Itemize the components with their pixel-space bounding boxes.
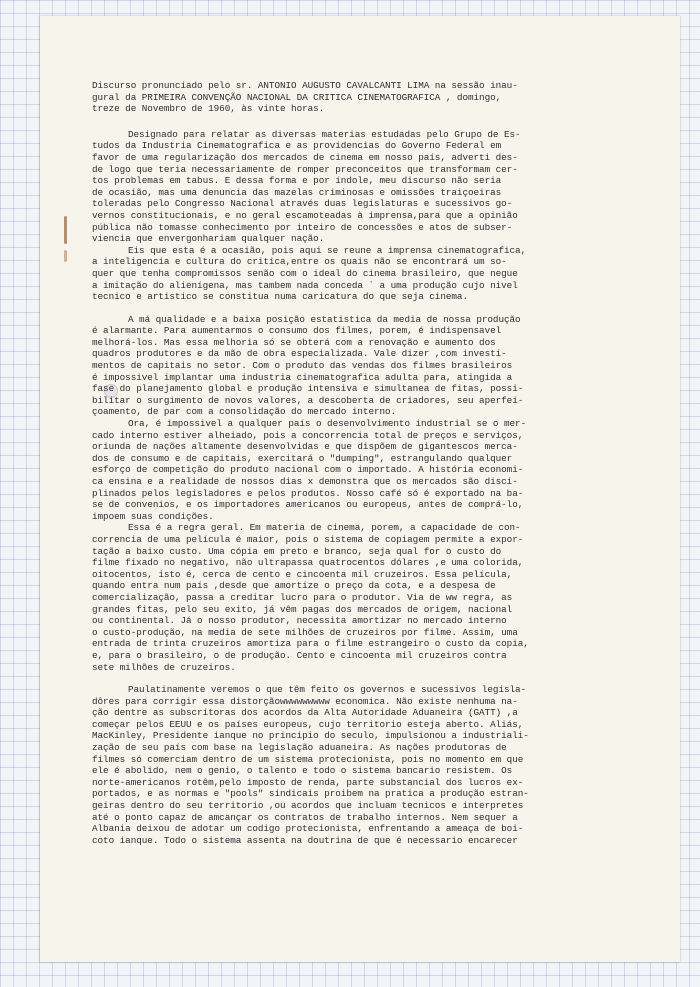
text-line: se de convenios, e os importadores americanos ou europeus, antes de comprá-lo, <box>92 499 524 511</box>
text-line: entrada de trinta cruzeiros amortiza para o filme estrangeiro o custo da copia, <box>92 638 529 650</box>
text-line: a imitação do alienígena, mas tambem nada conceda ` a uma produção cujo nivel <box>92 279 518 291</box>
text-line: MacKinley, Presidente ianque no principio do seculo, impulsionou a industriali- <box>92 730 529 742</box>
text-line: geiras dentro do seu territorio ,ou acordos que incluam tecnicos e interpretes <box>92 800 524 812</box>
text-line: pública não tomasse conhecimento por inteiro de concessões e atos de subser- <box>92 221 513 233</box>
text-line: a inteligencia e cultura do critica,entre os quais não se encontrará um so- <box>92 256 507 268</box>
rust-stain-lower <box>64 250 67 262</box>
text-line: sete milhões de cruzeiros. <box>92 661 236 673</box>
text-line: oriunda de nações altamente desenvolvidas e que dispõem de gigantescos merca- <box>92 441 518 453</box>
text-line: bilitar o surgimento de novos valores, a descoberta de criadores, seu aperfei- <box>92 394 524 406</box>
text-line: ção dentre as subscritoras dos acordos da Alta Autoridade Aduaneira (GATT) ,a <box>92 707 518 719</box>
document-text <box>92 80 612 846</box>
text-line: ou continental. Já o nosso produtor, necessita amortizar no mercado interno <box>92 615 507 627</box>
rust-stain <box>64 216 67 244</box>
text-line: de ocasião, mas uma denuncia das mazelas criminosas e omissões traiçoeiras <box>92 186 502 198</box>
paragraph-2 <box>92 245 612 303</box>
text-line: cado interno estiver alheiado, pois a concorrencia total de preços e serviços, <box>92 429 524 441</box>
paragraph-3 <box>92 314 612 418</box>
text-line: fase do planejamento global e produção intensiva e simultanea de fitas, possi- <box>92 383 524 395</box>
text-line: coto ianque. Todo o sistema assenta na doutrina de que é necessario encarecer <box>92 834 518 846</box>
text-line: impoem suas condições. <box>92 510 214 522</box>
paragraph-6 <box>92 684 612 846</box>
heading-line: treze de Novembro de 1960, às vinte horas. <box>92 103 325 115</box>
text-line: até o ponto capaz de amcançar os contratos de trabalho internos. Nem sequer a <box>92 811 518 823</box>
text-line: dôres para corrigir essa distorçãowwwwwwwww economica. Não existe nenhuma na- <box>92 695 518 707</box>
text-line: Ora, é impossivel a qualquer país o desenvolvimento industrial se o mer- <box>128 418 527 430</box>
text-line: A má qualidade e a baixa posição estatistica da media de nossa produção <box>128 313 521 325</box>
text-line: filme fixado no negativo, não ultrapassa quatrocentos dólares ,e uma colorida, <box>92 557 524 569</box>
text-line: favor de uma regularização dos mercados de cinema em nosso país, adverti des- <box>92 151 518 163</box>
text-line: dos de consumo e de capitais, exercitará o "dumping", estrangulando qualquer <box>92 452 513 464</box>
text-line: de logo que teria necessariamente de romper preconceitos que transformam cer- <box>92 163 518 175</box>
text-line: Eis que esta é a ocasião, pois aqui se reune a imprensa cinematografica, <box>128 244 527 256</box>
text-line: correncia de uma película é maior, pois o sistema de copiagem permite a expor- <box>92 533 524 545</box>
text-line: Essa é a regra geral. Em materia de cinema, porem, a capacidade de con- <box>128 522 521 534</box>
text-line: viencia que envergonhariam qualquer nação. <box>92 233 325 245</box>
text-line: norte-americanos rotêm,pelo imposto de renda, parte substancial dos lucros ex- <box>92 776 524 788</box>
text-line: quer que tenha compromissos senão com o ideal do cinema brasileiro, que negue <box>92 267 518 279</box>
text-line: tecnico e artistico se constitua numa caricatura do que seja cinema. <box>92 291 468 303</box>
text-line: portados, e as normas e "pools" sindicais proibem na pratica a produção estran- <box>92 788 529 800</box>
text-line: tudos da Industria Cinematografica e as providencias do Governo Federal em <box>92 140 502 152</box>
paragraph-5 <box>92 522 612 673</box>
text-line: melhorá-los. Mas essa melhoria só se obterá com a renovação e aumento dos <box>92 336 496 348</box>
text-line: plinados pelos legisladores e pelos produtos. Nosso café só é exportado na ba- <box>92 487 524 499</box>
text-line: Paulatinamente veremos o que têm feito os governos e sucessivos legisla- <box>128 684 527 696</box>
text-line: zação de seu país com base na legislação aduaneira. As nações produtoras de <box>92 742 507 754</box>
speech-heading <box>92 80 612 115</box>
text-line: çoamento, de par com a consolidação do mercado interno. <box>92 406 397 418</box>
heading-line: Discurso pronunciado pelo sr. ANTONIO AUGUSTO CAVALCANTI LIMA na sessão inau- <box>92 80 518 91</box>
text-line: quadros produtores e da mão de obra especializada. Vale dizer ,com investi- <box>92 348 507 360</box>
heading-line: gural da PRIMEIRA CONVENÇÃO NACIONAL DA CRITICA CINEMATOGRAFICA , domingo, <box>92 91 502 103</box>
text-line: ele é abolido, nem o genio, o talento e todo o sistema bancario resistem. Os <box>92 765 513 777</box>
text-line: esforço de competição do produto nacional com o importado. A história economi- <box>92 464 524 476</box>
text-line: tos problemas em tabus. E dessa forma e por índole, meu discurso não seria <box>92 175 502 187</box>
text-line: oitocentos, isto é, cerca de cento e cincoenta mil cruzeiros. Essa película, <box>92 568 513 580</box>
text-line: tação a baixo custo. Uma cópia em preto e branco, seja qual for o custo do <box>92 545 502 557</box>
text-line: ca ensina e a realidade de nossos dias x demonstra que os mercados são disci- <box>92 476 518 487</box>
paragraph-1 <box>92 129 612 245</box>
text-line: toleradas pelo Congresso Nacional através duas legislaturas e sucessivos go- <box>92 198 513 210</box>
text-line: começar pelos EEUU e os países europeus, cujo territorio esteja aberto. Aliás, <box>92 718 524 730</box>
text-line: o custo-produção, na media de sete milhões de cruzeiros por filme. Assim, uma <box>92 626 518 638</box>
text-line: Albania deixou de adotar um codigo protecionista, enfrentando a ameaça de boi- <box>92 823 524 835</box>
text-line: é impossivel implantar uma industria cinematografica adulta para, atingida a <box>92 371 513 383</box>
text-line: comercialização, passa a creditar lucro para o produtor. Via de ww regra, as <box>92 591 513 603</box>
text-line: e, para o brasileiro, o de produção. Cento e cincoenta mil cruzeiros contra <box>92 649 507 661</box>
text-line: vernos constitucionais, e no geral escamoteadas à imprensa,para que a opinião <box>92 209 518 221</box>
text-line: é alarmante. Para aumentarmos o consumo dos filmes, porem, é indispensavel <box>92 325 502 337</box>
text-line: Designado para relatar as diversas materias estudadas pelo Grupo de Es- <box>128 128 521 140</box>
text-line: mentos de capitais no setor. Com o produto das vendas dos filmes brasileiros <box>92 360 513 372</box>
text-line: quando entra num país ,desde que amortize o preço da cota, e a despesa de <box>92 580 496 592</box>
text-line: grandes fitas, pelo seu exito, já vêm pagas dos mercados de origem, nacional <box>92 603 513 615</box>
paragraph-4 <box>92 418 612 522</box>
text-line: filmes só comerciam dentro de um sistema protecionista, pois no momento em que <box>92 753 524 765</box>
